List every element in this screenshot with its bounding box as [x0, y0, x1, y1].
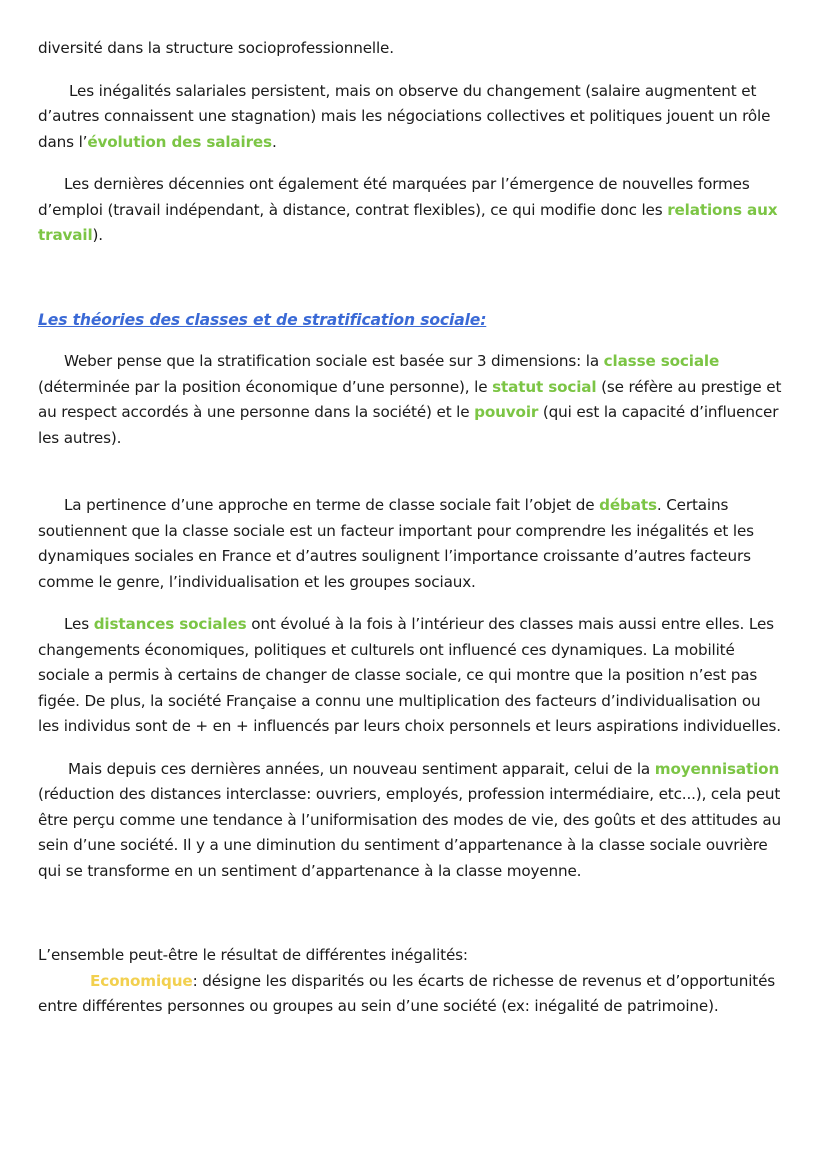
document-page	[38, 36, 786, 1020]
paragraph-salary-inequality	[38, 79, 786, 156]
paragraph-continuation	[38, 36, 786, 62]
highlight-classe-sociale: classe sociale	[603, 352, 720, 370]
section-heading	[38, 308, 786, 334]
section-heading-text: Les théories des classes et de stratification sociale:	[38, 310, 487, 329]
paragraph-weber	[38, 349, 786, 451]
paragraph-text: ).	[92, 226, 103, 244]
paragraph-text: .	[271, 132, 277, 151]
paragraph-text: Les inégalités salariales persistent, mais on observe du changement (salaire augmentent et d’autres connaissent une stagnation) mais les négociations collectives et politiques jouent un rôle dans l’	[38, 81, 771, 151]
paragraph-ensemble	[38, 943, 786, 969]
paragraph-new-employment	[38, 172, 786, 249]
highlight-evolution-salaires: évolution des salaires	[87, 132, 272, 151]
paragraph-moyennisation	[38, 757, 786, 885]
paragraph-text: (déterminée par la position économique d’une personne), le	[38, 377, 493, 396]
paragraph-text: (se réfère au prestige et au respect accordés à une personne dans la société) et le	[38, 377, 782, 421]
paragraph-text: Les dernières décennies ont également été marquées par l’émergence de nouvelles formes d’emploi (travail indépendant, à distance, contrat flexibles), ce qui modifie donc les	[38, 175, 750, 219]
paragraph-text: (qui est la capacité d’influencer les autres).	[38, 403, 779, 447]
paragraph-text: La pertinence d’une approche en terme de classe sociale fait l’objet de	[64, 496, 600, 514]
paragraph-text: . Certains soutiennent que la classe sociale est un facteur important pour comprendre les inégalités et les dynamiques sociales en France et d’autres soulignent l’importance croissante d’autres facteurs comme le genre, l’individualisation et les groupes sociaux.	[38, 496, 754, 591]
highlight-debats: débats	[599, 496, 657, 514]
highlight-economique: Economique	[90, 971, 193, 990]
paragraph-economique	[38, 969, 786, 1020]
paragraph-text: Mais depuis ces dernières années, un nouveau sentiment apparait, celui de la	[68, 759, 655, 778]
highlight-distances-sociales: distances sociales	[93, 615, 247, 633]
highlight-statut-social: statut social	[492, 377, 597, 396]
paragraph-text: ont évolué à la fois à l’intérieur des classes mais aussi entre elles. Les changements économiques, politiques et culturels ont influencé ces dynamiques. La mobilité sociale a permis à certains de changer de classe sociale, ce qui montre que la position n’est pas figée. De plus, la société Française a connu une multiplication des facteurs d’individualisation ou les individus sont de + en + influencés par leurs choix personnels et leurs aspirations individuelles.	[38, 615, 781, 735]
paragraph-text: diversité dans la structure socioprofessionnelle.	[38, 39, 394, 57]
highlight-pouvoir: pouvoir	[474, 403, 539, 421]
paragraph-text: L’ensemble peut-être le résultat de différentes inégalités:	[38, 946, 468, 964]
paragraph-debats	[38, 493, 786, 595]
paragraph-text: Weber pense que la stratification sociale est basée sur 3 dimensions: la	[64, 352, 604, 370]
paragraph-text: : désigne les disparités ou les écarts de richesse de revenus et d’opportunités entre différentes personnes ou groupes au sein d’une société (ex: inégalité de patrimoine).	[38, 971, 776, 1015]
highlight-moyennisation: moyennisation	[654, 759, 780, 778]
paragraph-text: Les	[64, 615, 94, 633]
paragraph-text: (réduction des distances interclasse: ouvriers, employés, profession intermédiaire, etc...), cela peut être perçu comme une tendance à l’uniformisation des modes de vie, des goûts et des attitudes au sein d’une société. Il y a une diminution du sentiment d’appartenance à la classe sociale ouvrière qui se transforme en un sentiment d’appartenance à la classe moyenne.	[38, 785, 782, 880]
paragraph-distances-sociales	[38, 612, 786, 740]
highlight-relations-travail: relations aux travail	[38, 200, 778, 244]
